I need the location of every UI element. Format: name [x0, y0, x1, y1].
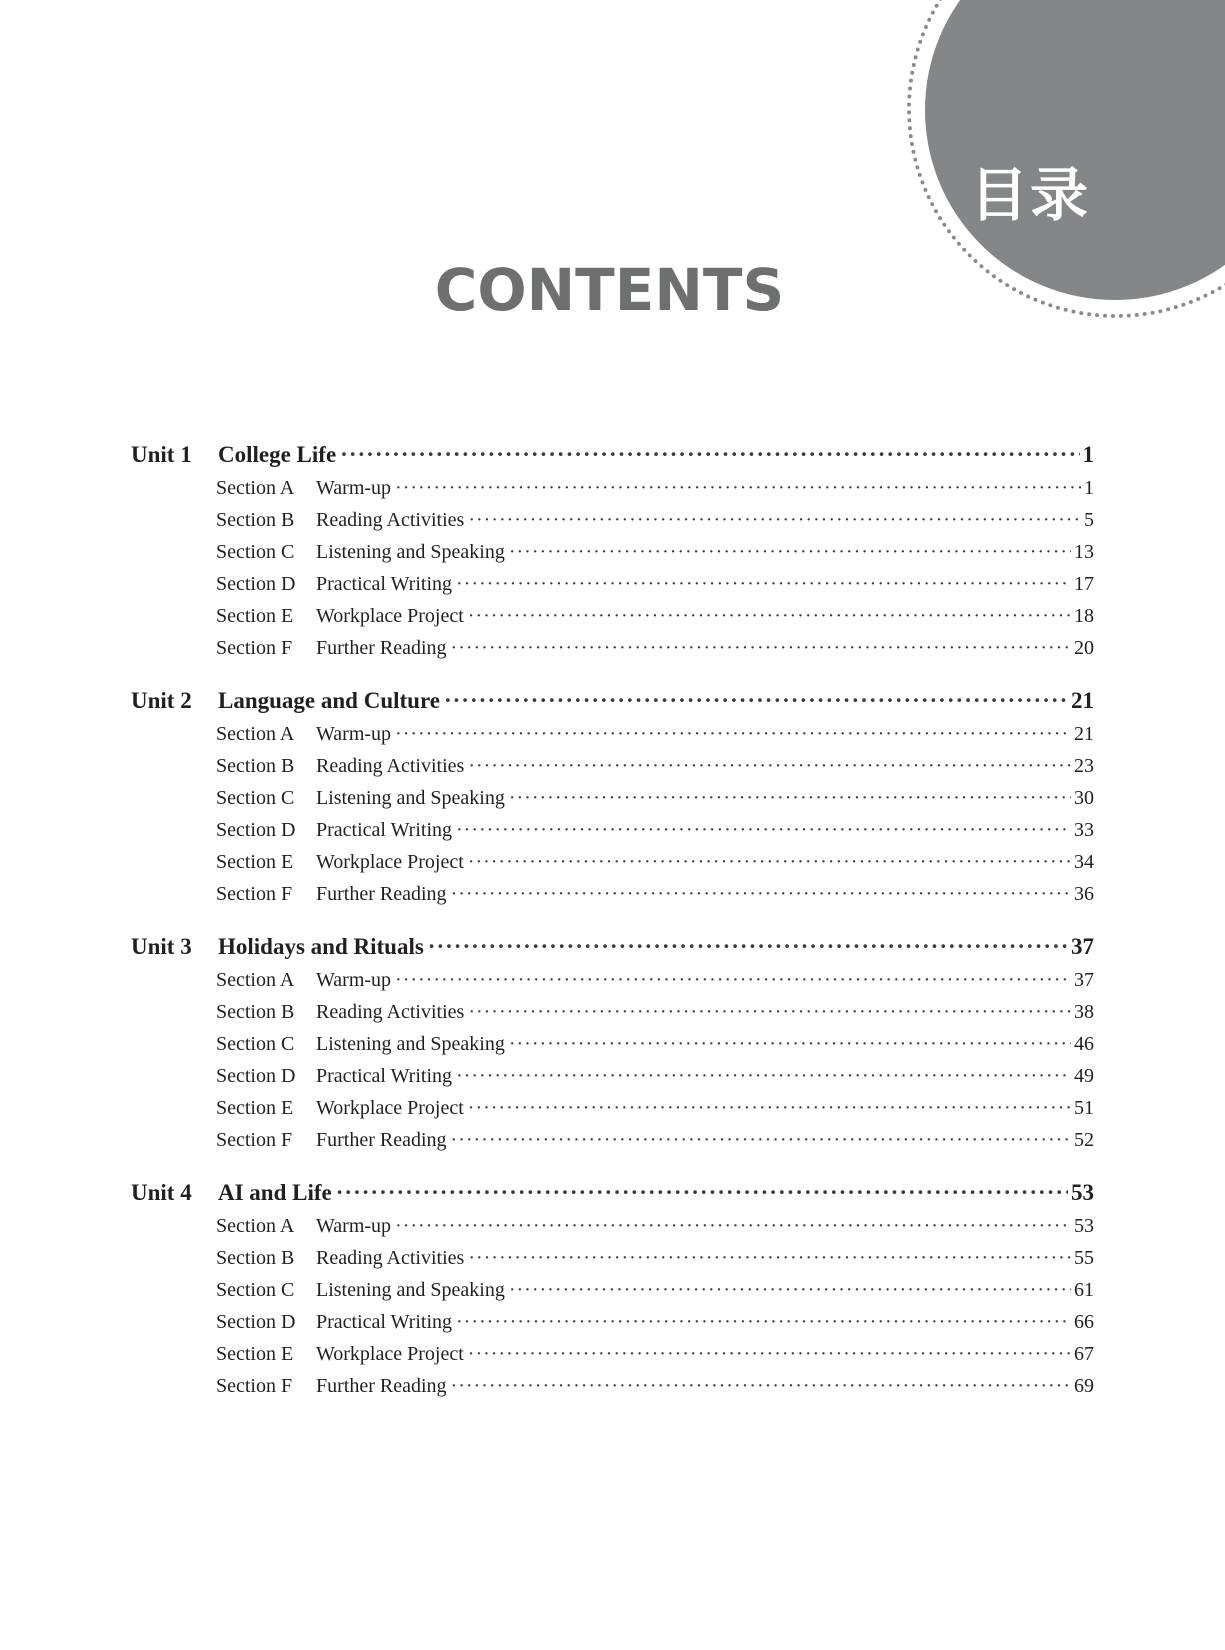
section-page-number: 46 — [1074, 1033, 1094, 1055]
unit-label: Unit 1 — [131, 442, 192, 467]
toc-unit-entry[interactable] — [131, 930, 1094, 964]
badge-label: 目录 — [970, 161, 1091, 229]
section-title: Further Reading — [316, 1129, 447, 1151]
toc-unit — [131, 438, 1094, 664]
dot-leader — [509, 536, 1071, 568]
section-label: Section B — [216, 509, 295, 531]
section-page-number: 30 — [1074, 787, 1094, 809]
section-label: Section C — [216, 787, 295, 809]
section-page-number: 18 — [1074, 605, 1094, 627]
section-title: Reading Activities — [316, 755, 465, 777]
section-title: Warm-up — [316, 477, 392, 499]
section-page-number: 38 — [1074, 1001, 1094, 1023]
toc-section-entry[interactable] — [131, 536, 1094, 568]
section-title: Practical Writing — [316, 573, 453, 595]
dot-leader — [468, 1338, 1071, 1370]
section-page-number: 23 — [1074, 755, 1094, 777]
unit-title: AI and Life — [218, 1180, 332, 1205]
section-label: Section B — [216, 1247, 295, 1269]
toc-section-entry[interactable] — [131, 750, 1094, 782]
toc-unit-entry[interactable] — [131, 1176, 1094, 1210]
section-title: Workplace Project — [316, 1097, 464, 1119]
toc-section-entry[interactable] — [131, 964, 1094, 996]
section-title: Practical Writing — [316, 1065, 453, 1087]
section-title: Further Reading — [316, 1375, 447, 1397]
dot-leader — [451, 1124, 1071, 1156]
section-page-number: 69 — [1074, 1375, 1094, 1397]
table-of-contents — [131, 438, 1094, 1422]
toc-section-entry[interactable] — [131, 1370, 1094, 1402]
dot-leader — [340, 438, 1079, 472]
unit-label: Unit 3 — [131, 934, 192, 959]
dot-leader — [509, 1274, 1071, 1306]
toc-section-entry[interactable] — [131, 1092, 1094, 1124]
toc-unit — [131, 1176, 1094, 1402]
section-label: Section B — [216, 1001, 295, 1023]
toc-unit — [131, 684, 1094, 910]
dot-leader — [336, 1176, 1068, 1210]
section-label: Section A — [216, 477, 295, 499]
dot-leader — [509, 782, 1071, 814]
section-title: Warm-up — [316, 723, 392, 745]
section-title: Reading Activities — [316, 509, 465, 531]
section-title: Listening and Speaking — [316, 1279, 505, 1301]
toc-section-entry[interactable] — [131, 1060, 1094, 1092]
section-label: Section C — [216, 1033, 295, 1055]
unit-page-number: 37 — [1071, 934, 1094, 959]
toc-section-entry[interactable] — [131, 568, 1094, 600]
section-page-number: 55 — [1074, 1247, 1094, 1269]
section-title: Workplace Project — [316, 1343, 464, 1365]
dot-leader — [451, 632, 1071, 664]
section-page-number: 66 — [1074, 1311, 1094, 1333]
section-label: Section A — [216, 723, 295, 745]
toc-section-entry[interactable] — [131, 718, 1094, 750]
dot-leader — [468, 1242, 1071, 1274]
dot-leader — [395, 1210, 1071, 1242]
section-title: Practical Writing — [316, 1311, 453, 1333]
toc-section-entry[interactable] — [131, 1306, 1094, 1338]
section-title: Listening and Speaking — [316, 787, 505, 809]
toc-section-entry[interactable] — [131, 1338, 1094, 1370]
unit-title: Holidays and Rituals — [218, 934, 424, 959]
toc-section-entry[interactable] — [131, 878, 1094, 910]
toc-section-entry[interactable] — [131, 1028, 1094, 1060]
unit-title: College Life — [218, 442, 337, 467]
toc-section-entry[interactable] — [131, 1274, 1094, 1306]
dot-leader — [468, 600, 1071, 632]
toc-section-entry[interactable] — [131, 472, 1094, 504]
section-label: Section D — [216, 1065, 296, 1087]
section-title: Reading Activities — [316, 1001, 465, 1023]
section-title: Reading Activities — [316, 1247, 465, 1269]
toc-section-entry[interactable] — [131, 846, 1094, 878]
section-page-number: 1 — [1084, 477, 1094, 499]
section-label: Section F — [216, 1375, 293, 1397]
toc-section-entry[interactable] — [131, 1242, 1094, 1274]
section-title: Listening and Speaking — [316, 541, 505, 563]
section-label: Section F — [216, 637, 293, 659]
toc-section-entry[interactable] — [131, 996, 1094, 1028]
toc-unit-entry[interactable] — [131, 438, 1094, 472]
dot-leader — [395, 718, 1071, 750]
section-title: Warm-up — [316, 969, 392, 991]
toc-section-entry[interactable] — [131, 814, 1094, 846]
toc-unit — [131, 930, 1094, 1156]
dot-leader — [395, 472, 1081, 504]
dot-leader — [451, 878, 1071, 910]
section-label: Section D — [216, 1311, 296, 1333]
toc-section-entry[interactable] — [131, 504, 1094, 536]
dot-leader — [456, 568, 1071, 600]
toc-section-entry[interactable] — [131, 600, 1094, 632]
section-title: Workplace Project — [316, 605, 464, 627]
section-page-number: 33 — [1074, 819, 1094, 841]
page-title: CONTENTS — [434, 256, 785, 324]
section-label: Section D — [216, 573, 296, 595]
section-title: Warm-up — [316, 1215, 392, 1237]
dot-leader — [509, 1028, 1071, 1060]
unit-label: Unit 4 — [131, 1180, 192, 1205]
section-title: Further Reading — [316, 883, 447, 905]
toc-unit-entry[interactable] — [131, 684, 1094, 718]
dot-leader — [395, 964, 1071, 996]
unit-label: Unit 2 — [131, 688, 192, 713]
section-page-number: 36 — [1074, 883, 1094, 905]
toc-section-entry[interactable] — [131, 1124, 1094, 1156]
section-page-number: 52 — [1074, 1129, 1094, 1151]
dot-leader — [456, 1060, 1071, 1092]
section-title: Workplace Project — [316, 851, 464, 873]
section-page-number: 17 — [1074, 573, 1094, 595]
section-page-number: 34 — [1074, 851, 1094, 873]
section-page-number: 37 — [1074, 969, 1094, 991]
section-label: Section F — [216, 1129, 293, 1151]
unit-page-number: 1 — [1082, 442, 1094, 467]
dot-leader — [468, 504, 1081, 536]
dot-leader — [456, 1306, 1071, 1338]
section-label: Section A — [216, 969, 295, 991]
section-page-number: 49 — [1074, 1065, 1094, 1087]
section-page-number: 61 — [1074, 1279, 1094, 1301]
section-page-number: 5 — [1084, 509, 1094, 531]
section-title: Practical Writing — [316, 819, 453, 841]
dot-leader — [468, 1092, 1071, 1124]
section-label: Section E — [216, 605, 294, 627]
dot-leader — [468, 846, 1071, 878]
dot-leader — [451, 1370, 1071, 1402]
section-label: Section C — [216, 541, 295, 563]
section-title: Listening and Speaking — [316, 1033, 505, 1055]
section-label: Section B — [216, 755, 295, 777]
section-page-number: 13 — [1074, 541, 1094, 563]
unit-page-number: 53 — [1071, 1180, 1094, 1205]
section-label: Section D — [216, 819, 296, 841]
toc-section-entry[interactable] — [131, 782, 1094, 814]
toc-section-entry[interactable] — [131, 1210, 1094, 1242]
dot-leader — [444, 684, 1068, 718]
unit-title: Language and Culture — [218, 688, 440, 713]
section-page-number: 20 — [1074, 637, 1094, 659]
unit-page-number: 21 — [1071, 688, 1094, 713]
dot-leader — [456, 814, 1071, 846]
dot-leader — [468, 996, 1071, 1028]
section-label: Section F — [216, 883, 293, 905]
toc-section-entry[interactable] — [131, 632, 1094, 664]
section-label: Section E — [216, 1097, 294, 1119]
dot-leader — [468, 750, 1071, 782]
section-page-number: 53 — [1074, 1215, 1094, 1237]
section-page-number: 67 — [1074, 1343, 1094, 1365]
section-page-number: 51 — [1074, 1097, 1094, 1119]
section-title: Further Reading — [316, 637, 447, 659]
dot-leader — [428, 930, 1068, 964]
section-label: Section E — [216, 1343, 294, 1365]
section-label: Section E — [216, 851, 294, 873]
section-page-number: 21 — [1074, 723, 1094, 745]
section-label: Section A — [216, 1215, 295, 1237]
section-label: Section C — [216, 1279, 295, 1301]
